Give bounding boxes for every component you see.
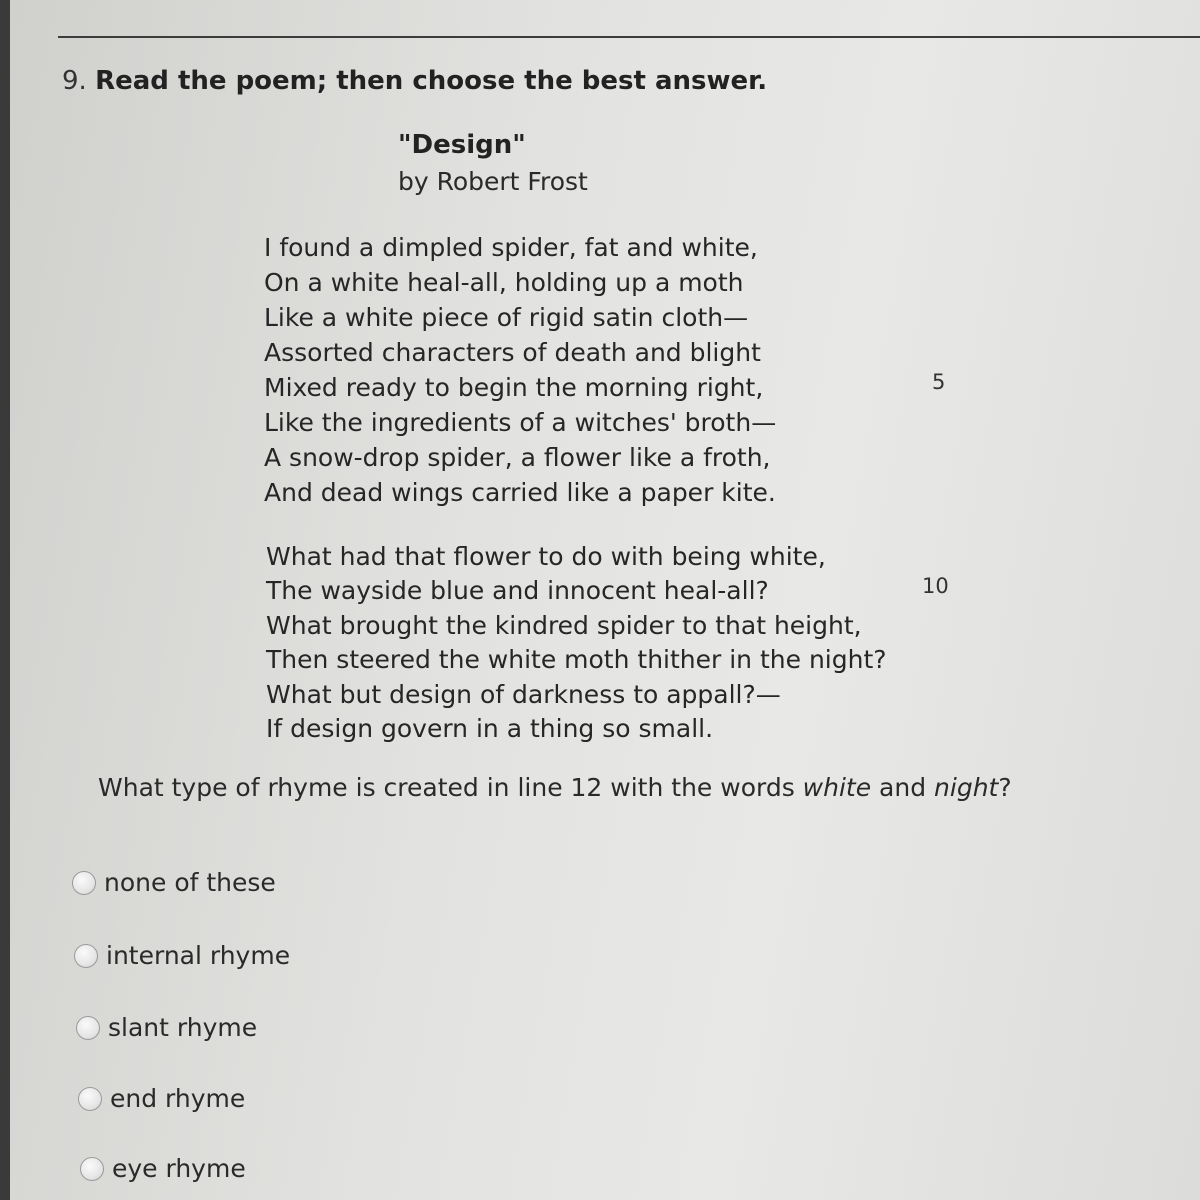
answer-option-label: internal rhyme [106,941,291,970]
answer-option-label: eye rhyme [112,1154,246,1183]
answer-option-label: none of these [104,868,276,897]
question-prompt [98,773,1012,802]
poem-stanza-2 [266,540,887,746]
poem-line-1: I found a dimpled spider, fat and white, [264,233,758,262]
answer-option-none-of-these[interactable] [72,868,276,897]
question-number: 9. [62,66,87,96]
poem-line-9: What had that flower to do with being white, [266,542,826,571]
radio-button[interactable] [72,871,96,895]
radio-button[interactable] [80,1157,104,1181]
question-prompt-start: What type of rhyme is created in line 12 with the words [98,773,803,802]
poem-line-4: Assorted characters of death and blight [264,338,761,367]
answer-option-end-rhyme[interactable] [78,1084,245,1113]
line-number-5: 5 [932,370,946,394]
poem-line-12: Then steered the white moth thither in the night? [266,645,887,675]
poem-stanza-1 [264,230,776,510]
question-header [62,66,767,96]
answer-option-internal-rhyme[interactable] [74,941,290,970]
answer-option-eye-rhyme[interactable] [80,1154,246,1183]
answer-option-slant-rhyme[interactable] [76,1013,257,1042]
radio-button[interactable] [76,1016,100,1040]
poem-line-2: On a white heal-all, holding up a moth [264,268,744,297]
question-prompt-end: ? [998,773,1012,802]
poem-line-14: If design govern in a thing so small. [266,714,714,744]
poem-line-10: The wayside blue and innocent heal-all? [266,576,769,606]
poem-line-11: What brought the kindred spider to that height, [266,610,862,640]
poem-line-13: What but design of darkness to appall?— [266,679,781,709]
line-number-10: 10 [922,574,949,598]
poem-line-8: And dead wings carried like a paper kite. [264,478,776,507]
question-word-white: white [802,773,872,802]
poem-author: by Robert Frost [398,167,588,196]
poem-line-7: A snow-drop spider, a flower like a froth, [264,443,771,472]
quiz-page [10,0,1200,1200]
poem-line-5: Mixed ready to begin the morning right, [264,373,764,402]
poem-line-6: Like the ingredients of a witches' broth— [264,408,777,437]
radio-button[interactable] [74,944,98,968]
question-prompt-middle: and [871,773,935,802]
screen-bezel [0,0,10,1200]
radio-button[interactable] [78,1087,102,1111]
question-instruction: Read the poem; then choose the best answer. [95,66,768,96]
top-divider [58,36,1200,38]
answer-option-label: slant rhyme [108,1013,258,1042]
poem-title: "Design" [398,130,526,160]
poem-line-3: Like a white piece of rigid satin cloth— [264,303,749,332]
answer-option-label: end rhyme [110,1084,246,1113]
question-word-night: night [934,773,999,802]
